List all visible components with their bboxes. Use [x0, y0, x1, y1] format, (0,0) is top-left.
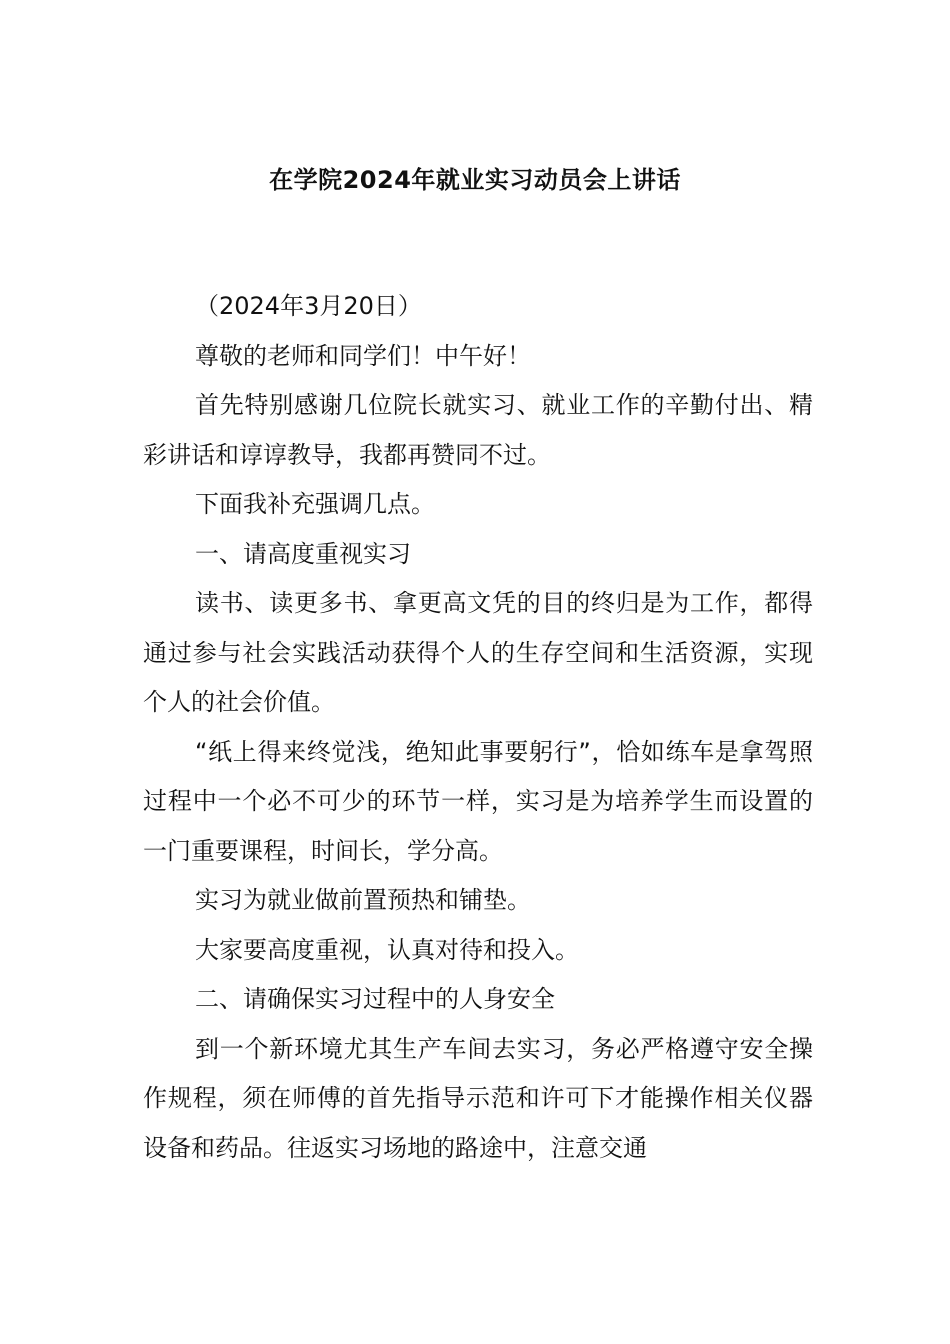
body-paragraph: 实习为就业做前置预热和铺垫。 — [195, 886, 531, 914]
section-heading: 一、请高度重视实习 — [195, 539, 411, 568]
date-line: （2024年3月20日） — [195, 292, 422, 320]
body-paragraph: 读书、读更多书、拿更高文凭的目的终归是为工作，都得通过参与社会实践活动获得个人的生存空间和生活资源，实现个人的社会价值。 — [143, 589, 813, 716]
body-paragraph: “纸上得来终觉浅，绝知此事要躬行”，恰如练车是拿驾照过程中一个必不可少的环节一样，实习是为培养学生而设置的一门重要课程，时间长，学分高。 — [143, 737, 813, 865]
body-paragraph: 大家要高度重视，认真对待和投入。 — [195, 935, 579, 964]
section-heading: 二、请确保实习过程中的人身安全 — [195, 985, 555, 1013]
salutation-paragraph: 尊敬的老师和同学们！中午好！ — [195, 341, 531, 370]
document-body — [143, 282, 813, 1173]
body-paragraph: 下面我补充强调几点。 — [195, 490, 435, 518]
body-paragraph: 首先特别感谢几位院长就实习、就业工作的辛勤付出、精彩讲话和谆谆教导，我都再赞同不过。 — [143, 391, 813, 469]
document-title: 在学院2024年就业实习动员会上讲话 — [269, 166, 681, 194]
body-paragraph: 到一个新环境尤其生产车间去实习，务必严格遵守安全操作规程，须在师傅的首先指导示范和许可下才能操作相关仪器设备和药品。往返实习场地的路途中，注意交通 — [143, 1034, 813, 1162]
